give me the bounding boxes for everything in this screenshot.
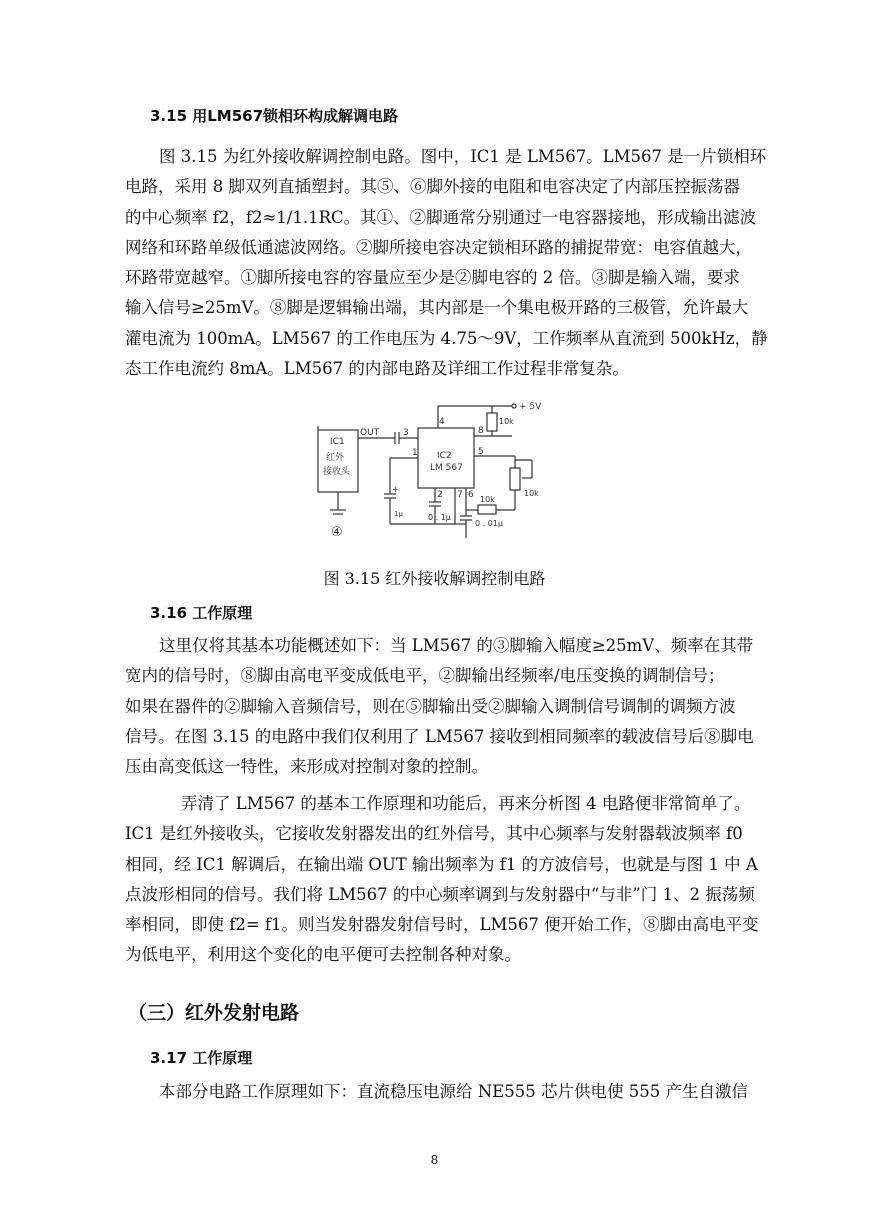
text-line: 如果在器件的②脚输入音频信号，则在⑤脚输出受②脚输入调制信号调制的调频方波 <box>125 696 736 716</box>
text-line: 压由高变低这一特性，来形成对控制对象的控制。 <box>125 757 488 777</box>
out-label: OUT <box>360 428 380 438</box>
text-line: 为低电平，利用这个变化的电平便可去控制各种对象。 <box>125 945 521 965</box>
pin8-label: 8 <box>478 426 484 436</box>
circuit-diagram <box>300 398 560 548</box>
text-line: 电路，采用 8 脚双列直插塑封。其⑤、⑥脚外接的电阻和电容决定了内部压控振荡器 <box>125 177 740 197</box>
text-line: 信号。在图 3.15 的电路中我们仅利用了 LM567 接收到相同频率的载波信号后⑧脚电 <box>125 726 754 746</box>
paragraph-3-16-b <box>125 789 775 971</box>
text-line: 灌电流为 100mA。LM567 的工作电压为 4.75～9V，工作频率从直流到 500kHz，静 <box>125 328 768 348</box>
vcc-label: + 5V <box>519 402 542 412</box>
cap-right-label: 0 . 01μ <box>475 519 503 528</box>
page-number: 8 <box>430 1153 439 1167</box>
text-line: 点波形相同的信号。我们将 LM567 的中心频率调到与发射器中“与非”门 1、2 振荡频 <box>125 884 755 904</box>
text-line: 态工作电流约 8mA。LM567 的内部电路及详细工作过程非常复杂。 <box>125 359 629 379</box>
paragraph-3-15 <box>125 142 775 384</box>
section-title-3-17: 3.17 工作原理 <box>150 1049 253 1067</box>
text-line: 弄清了 LM567 的基本工作原理和功能后，再来分析图 4 电路便非常简单了。 <box>181 794 751 813</box>
cap-mid-label: 0 . 1μ <box>428 513 451 522</box>
ic1-label: IC1 <box>330 437 345 447</box>
cap-left-label: 1μ <box>394 510 403 518</box>
ic1-pin-label: ④ <box>331 525 343 540</box>
text-line: 图 3.15 为红外接收解调控制电路。图中，IC1 是 LM567。LM567 是一片锁相环 <box>159 147 767 166</box>
ic1-desc2-label: 接收头 <box>323 467 351 477</box>
text-line: 输入信号≥25mV。⑧脚是逻辑输出端，其内部是一个集电极开路的三极管，允许最大 <box>125 298 749 318</box>
figure-caption: 图 3.15 红外接收解调控制电路 <box>323 569 546 588</box>
text-line: 环路带宽越窄。①脚所接电容的容量应至少是②脚电容的 2 倍。③脚是输入端，要求 <box>125 268 740 288</box>
cap-plus-label: + <box>392 485 399 494</box>
text-line: 宽内的信号时，⑧脚由高电平变成低电平，②脚输出经频率/电压变换的调制信号； <box>125 666 725 686</box>
pin2-label: 2 <box>437 490 443 500</box>
text-line: 的中心频率 f2，f2≈1/1.1RC。其①、②脚通常分别通过一电容器接地，形成输出滤波 <box>125 207 757 227</box>
text-line: 这里仅将其基本功能概述如下：当 LM567 的③脚输入幅度≥25mV、频率在其带 <box>159 636 754 655</box>
text-line: IC1 是红外接收头，它接收发射器发出的红外信号，其中心频率与发射器载波频率 f0 <box>125 824 743 844</box>
pin1-label: 1 <box>412 448 418 458</box>
text-line: 本部分电路工作原理如下：直流稳压电源给 NE555 芯片供电使 555 产生自激信 <box>159 1082 748 1101</box>
pin7-label: 7 <box>457 490 463 500</box>
pin4-label: 4 <box>439 417 445 427</box>
text-line: 相同，经 IC1 解调后，在输出端 OUT 输出频率为 f1 的方波信号，也就是与图 1 中 A <box>125 854 758 874</box>
pin5-label: 5 <box>478 447 484 457</box>
ic1-desc1-label: 红外 <box>326 453 345 463</box>
ic2-part-label: LM 567 <box>430 463 463 473</box>
pin3-label: 3 <box>403 428 409 438</box>
section-title-3-15: 3.15 用LM567锁相环构成解调电路 <box>150 107 399 125</box>
pin6-label: 6 <box>468 490 474 500</box>
paragraph-3-16-a <box>125 631 775 782</box>
r-top-label: 10k <box>499 417 514 426</box>
text-line: 率相同，即使 f2= f1。则当发射器发射信号时，LM567 便开始工作，⑧脚由高电平变 <box>125 915 759 935</box>
paragraph-3-17 <box>125 1077 775 1107</box>
text-line: 网络和环路单级低通滤波网络。②脚所接电容决定锁相环路的捕捉带宽：电容值越大， <box>125 237 752 257</box>
section-title-3-16: 3.16 工作原理 <box>150 604 253 622</box>
section-title-3: （三）红外发射电路 <box>128 1002 300 1024</box>
r-bottom-label: 10k <box>480 495 495 504</box>
ic2-label: IC2 <box>437 451 452 461</box>
r-right-label: 10k <box>524 489 539 498</box>
